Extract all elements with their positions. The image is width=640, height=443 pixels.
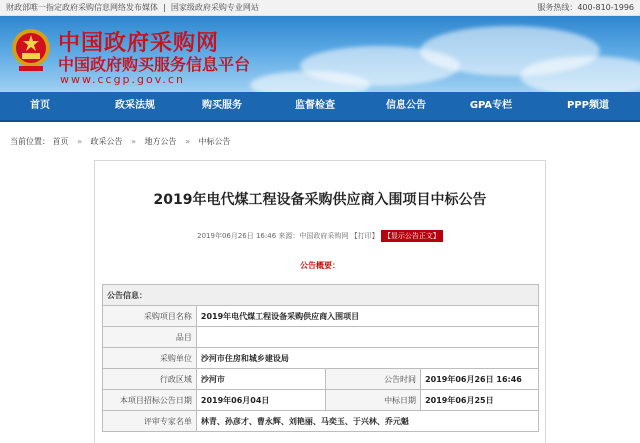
breadcrumb-separator: »: [131, 137, 136, 146]
article-title: 2019年电代煤工程设备采购供应商入围项目中标公告: [153, 192, 487, 208]
nav-item-announcements[interactable]: 信息公告: [386, 100, 426, 111]
print-link[interactable]: 【打印】: [350, 232, 379, 240]
table-row: [103, 348, 539, 369]
table-row: [103, 306, 539, 327]
table-row: [103, 390, 539, 411]
nav-item-services[interactable]: 购买服务: [202, 100, 242, 111]
breadcrumb-separator: »: [185, 137, 190, 146]
article-source: 来源：中国政府采购网: [278, 232, 349, 240]
table-row: [103, 369, 539, 390]
top-left-links: [6, 0, 259, 16]
table-section-label: 公告信息：: [103, 285, 539, 306]
article-date: 2019年06月26日 16:46: [197, 232, 277, 240]
breadcrumb-home[interactable]: 首页: [52, 137, 69, 146]
breadcrumb-procurement[interactable]: 政采公告: [90, 137, 123, 146]
row-label: 采购项目名称: [103, 306, 197, 327]
article-meta: [95, 230, 545, 242]
breadcrumb: [0, 134, 640, 150]
site-logo-url: www.ccgp.gov.cn: [60, 73, 185, 86]
header-banner: [0, 16, 640, 92]
article-panel: [94, 160, 546, 443]
service-hotline: 服务热线：400-810-1996: [537, 3, 634, 12]
row-label: 评审专家名单: [103, 411, 197, 432]
row-value: 沙河市住房和城乡建设局: [196, 348, 538, 369]
row-label: 品目: [103, 327, 197, 348]
row-label: 本项目招标公告日期: [103, 390, 197, 411]
breadcrumb-local[interactable]: 地方公告: [144, 137, 177, 146]
row-label: 中标日期: [326, 390, 421, 411]
cloud-decoration: [250, 71, 370, 92]
nav-item-supervision[interactable]: 监督检查: [295, 100, 335, 111]
breadcrumb-winning-bid[interactable]: 中标公告: [198, 137, 231, 146]
national-emblem-icon: [10, 26, 52, 74]
separator-icon: |: [160, 3, 169, 12]
row-value: 2019年电代煤工程设备采购供应商入围项目: [196, 306, 538, 327]
row-label: 公告时间: [326, 369, 421, 390]
announcement-info-table: [102, 284, 539, 432]
row-value: 2019年06月26日 16:46: [421, 369, 539, 390]
table-row: [103, 411, 539, 432]
national-site-link[interactable]: 国家级政府采购专业网站: [170, 3, 259, 12]
nav-item-regulations[interactable]: 政采法规: [115, 100, 155, 111]
official-media-link[interactable]: 财政部唯一指定政府采购信息网络发布媒体: [6, 3, 158, 12]
row-value: 林青、孙彦才、曹永辉、刘艳丽、马奕玉、于兴林、乔元魁: [196, 411, 538, 432]
row-value: 沙河市: [196, 369, 326, 390]
nav-item-home[interactable]: 首页: [30, 100, 50, 111]
row-label: 采购单位: [103, 348, 197, 369]
row-value: 2019年06月04日: [196, 390, 326, 411]
nav-item-ppp[interactable]: PPP频道: [567, 100, 609, 111]
top-info-bar: [0, 0, 640, 16]
breadcrumb-prefix: 当前位置：: [10, 137, 50, 146]
main-nav: [0, 92, 640, 122]
breadcrumb-separator: »: [77, 137, 82, 146]
site-logo-subtitle: 中国政府购买服务信息平台: [58, 55, 251, 74]
row-label: 行政区域: [103, 369, 197, 390]
nav-item-gpa[interactable]: GPA专栏: [469, 100, 513, 111]
row-value: [196, 327, 538, 348]
summary-heading: 公告概要：: [300, 261, 340, 270]
table-row: [103, 285, 539, 306]
table-row: [103, 327, 539, 348]
cloud-decoration: [520, 56, 640, 92]
row-value: 2019年06月25日: [421, 390, 539, 411]
show-original-button[interactable]: 【显示公告正文】: [381, 230, 443, 242]
site-logo-title[interactable]: 中国政府采购网: [58, 31, 220, 56]
